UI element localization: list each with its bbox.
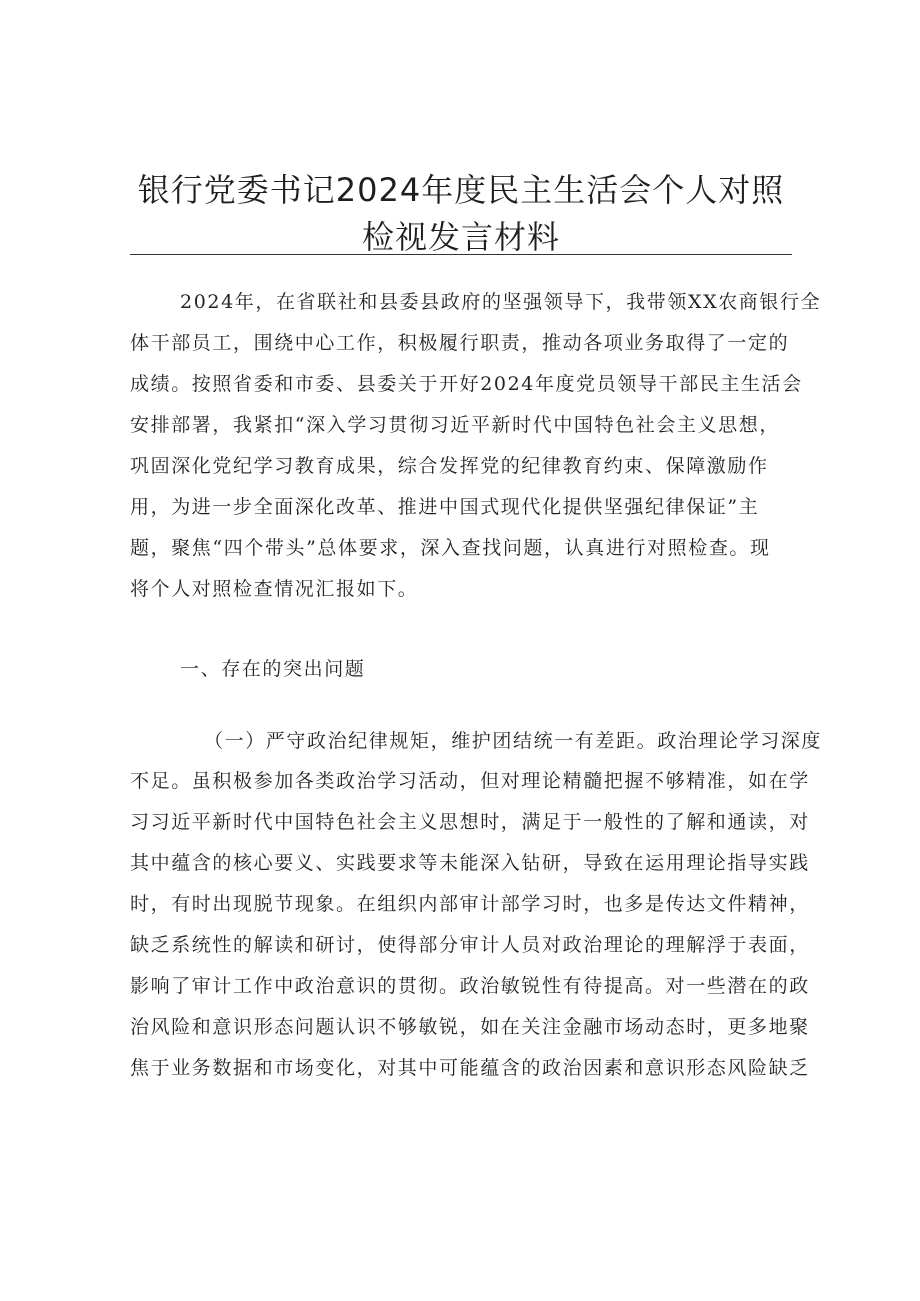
body-line: 影响了审计工作中政治意识的贯彻。政治敏锐性有待提高。对一些潜在的政 (130, 975, 810, 997)
body-line: 缺乏系统性的解读和研讨，使得部分审计人员对政治理论的理解浮于表面， (130, 934, 810, 956)
intro-line: 将个人对照检查情况汇报如下。 (130, 578, 419, 600)
body-line: （一）严守政治纪律规矩，维护团结统一有差距。政治理论学习深度 (204, 730, 823, 752)
body-line: 时，有时出现脱节现象。在组织内部审计部学习时，也多是传达文件精神， (130, 893, 810, 915)
intro-line: 用，为进一步全面深化改革、推进中国式现代化提供坚强纪律保证”主 (130, 496, 760, 518)
body-line: 不足。虽积极参加各类政治学习活动，但对理论精髓把握不够精准，如在学 (130, 770, 810, 792)
body-line: 习习近平新时代中国特色社会主义思想时，满足于一般性的了解和通读，对 (130, 811, 810, 833)
document-title-line-1: 银行党委书记2024年度民主生活会个人对照 (137, 171, 785, 209)
body-line: 焦于业务数据和市场变化，对其中可能蕴含的政治因素和意识形态风险缺乏 (130, 1057, 810, 1079)
body-line: 其中蕴含的核心要义、实践要求等未能深入钻研，导致在运用理论指导实践 (130, 852, 810, 874)
intro-line: 成绩。按照省委和市委、县委关于开好2024年度党员领导干部民主生活会 (130, 373, 803, 395)
intro-line: 安排部署，我紧扣“深入学习贯彻习近平新时代中国特色社会主义思想， (130, 414, 780, 436)
intro-line: 巩固深化党纪学习教育成果，综合发挥党的纪律教育约束、保障激励作 (130, 455, 769, 477)
title-divider (130, 254, 792, 255)
intro-line: 2024年，在省联社和县委县政府的坚强领导下，我带领XX农商银行全 (180, 291, 822, 313)
intro-line: 体干部员工，围绕中心工作，积极履行职责，推动各项业务取得了一定的 (130, 332, 790, 354)
body-line: 治风险和意识形态问题认识不够敏锐，如在关注金融市场动态时，更多地聚 (130, 1016, 810, 1038)
section-heading: 一、存在的突出问题 (180, 658, 366, 680)
intro-line: 题，聚焦“四个带头”总体要求，深入查找问题，认真进行对照检查。现 (130, 537, 771, 559)
document-title-line-2: 检视发言材料 (361, 218, 560, 256)
